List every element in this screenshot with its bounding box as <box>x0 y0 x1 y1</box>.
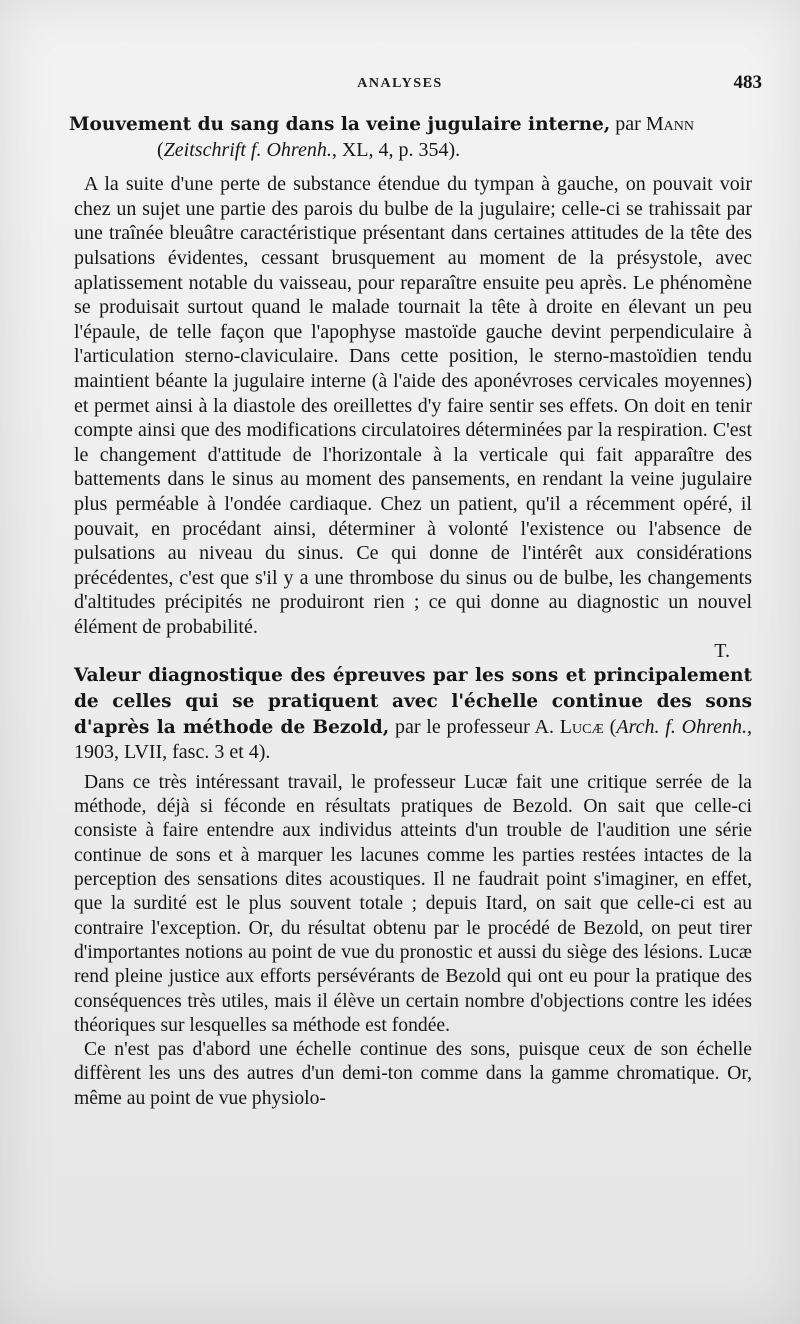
article-2-source-journal: Arch. f. Ohrenh. <box>616 715 748 738</box>
article-1-title: Mouvement du sang dans la veine jugulaire interne, <box>69 114 611 135</box>
article-2-author: Lucæ <box>559 715 604 738</box>
spacer <box>74 162 752 172</box>
article-1-source-line <box>74 138 752 163</box>
running-head <box>0 72 800 98</box>
running-title: ANALYSES <box>357 76 443 91</box>
article-1-signature: T. <box>714 640 730 663</box>
article-1-source-open: ( <box>157 138 164 161</box>
article-2-heading <box>74 663 752 764</box>
article-1-heading <box>69 112 752 162</box>
article-2-title: Valeur diagnostique des épreuves par les sons et principalement de celles qui se pratiquent avec l'échelle continue des sons d'après la méthode de Bezold, <box>74 665 752 738</box>
page-content <box>69 112 753 1111</box>
article-1-source-rest: , XL, 4, p. 354). <box>331 138 461 161</box>
page-number: 483 <box>733 72 762 93</box>
article-1-source-journal: Zeitschrift f. Ohrenh. <box>163 138 332 161</box>
article-1-body: A la suite d'une perte de substance étendue du tympan à gauche, on pouvait voir chez un sujet une partie des parois du bulbe de la jugulaire; celle-ci se trahissait par une traînée bleuâtre caractéristique présentant dans certaines attitudes de la tête des pulsations évidentes, cessant brusquement au moment de la présystole, avec aplatissement notable du vaisseau, pour reparaître ensuite peu après. Le phénomène se produisait surtout quand le malade tournait la tête à droite en élevant un peu l'épaule, de telle façon que l'apophyse mastoïde gauche devint perpendiculaire à l'articulation sterno-claviculaire. Dans cette position, le sterno-mastoïdien tendu maintient béante la jugulaire interne (à l'aide des aponévroses cervicales moyennes) et permet ainsi à la diastole des oreillettes d'y faire sentir ses effets. On doit en tenir compte ainsi que des modifications circulatoires déterminées par la respiration. C'est le changement d'attitude de l'horizontale à la verticale qui fait apparaître des battements dans le sinus au moment des pansements, en rendant la veine jugulaire plus perméable à l'ondée cardiaque. Chez un patient, qu'il a récemment opéré, il pouvait, en procédant ainsi, déterminer à volonté l'existence ou l'absence de pulsations au niveau du sinus. Ce qui donne de l'intérêt aux considérations précédentes, c'est que s'il y a une thrombose du sinus ou de bulbe, les changements d'altitudes précipités ne produiront rien ; ce qui donne au diagnostic un nouvel élément de probabilité. <box>74 173 752 638</box>
article-2-source-rest: , 1903, LVII, fasc. 3 et 4). <box>74 715 753 764</box>
article-2-source-open: ( <box>603 715 617 738</box>
article-2-body-paragraph-2: Ce n'est pas d'abord une échelle continue des sons, puisque ceux de son échelle diffèrent les uns des autres d'un demi-ton comme dans la gamme chromatique. Or, même au point de vue physiolo- <box>74 1039 752 1109</box>
article-2-body-paragraph-1: Dans ce très intéressant travail, le professeur Lucæ fait une critique serrée de la méthode, déjà si féconde en résultats pratiques de Bezold. On sait que celle-ci consiste à faire entendre aux individus atteints d'un trouble de l'audition une série continue de sons et à marquer les lacunes comme les parties restées intactes de la perception des sensations dites acoustiques. Il ne faudrait point s'imaginer, en effet, que la surdité est le plus souvent totale ; depuis Itard, on sait que celle-ci est au contraire l'exception. Or, du résultat obtenu par le procédé de Bezold, on peut tirer d'importantes notions au point de vue du pronostic et aussi du siège des lésions. Lucæ rend pleine justice aux efforts persévérants de Bezold qui ont eu pour la pratique des conséquences très utiles, mais il élève un certain nombre d'objections contre les idées théoriques sur lesquelles sa méthode est fondée. <box>74 771 752 1036</box>
article-1-by: par <box>610 113 646 135</box>
article-2-by: par le professeur A. <box>389 715 560 738</box>
article-1-author: Mann <box>645 113 694 135</box>
